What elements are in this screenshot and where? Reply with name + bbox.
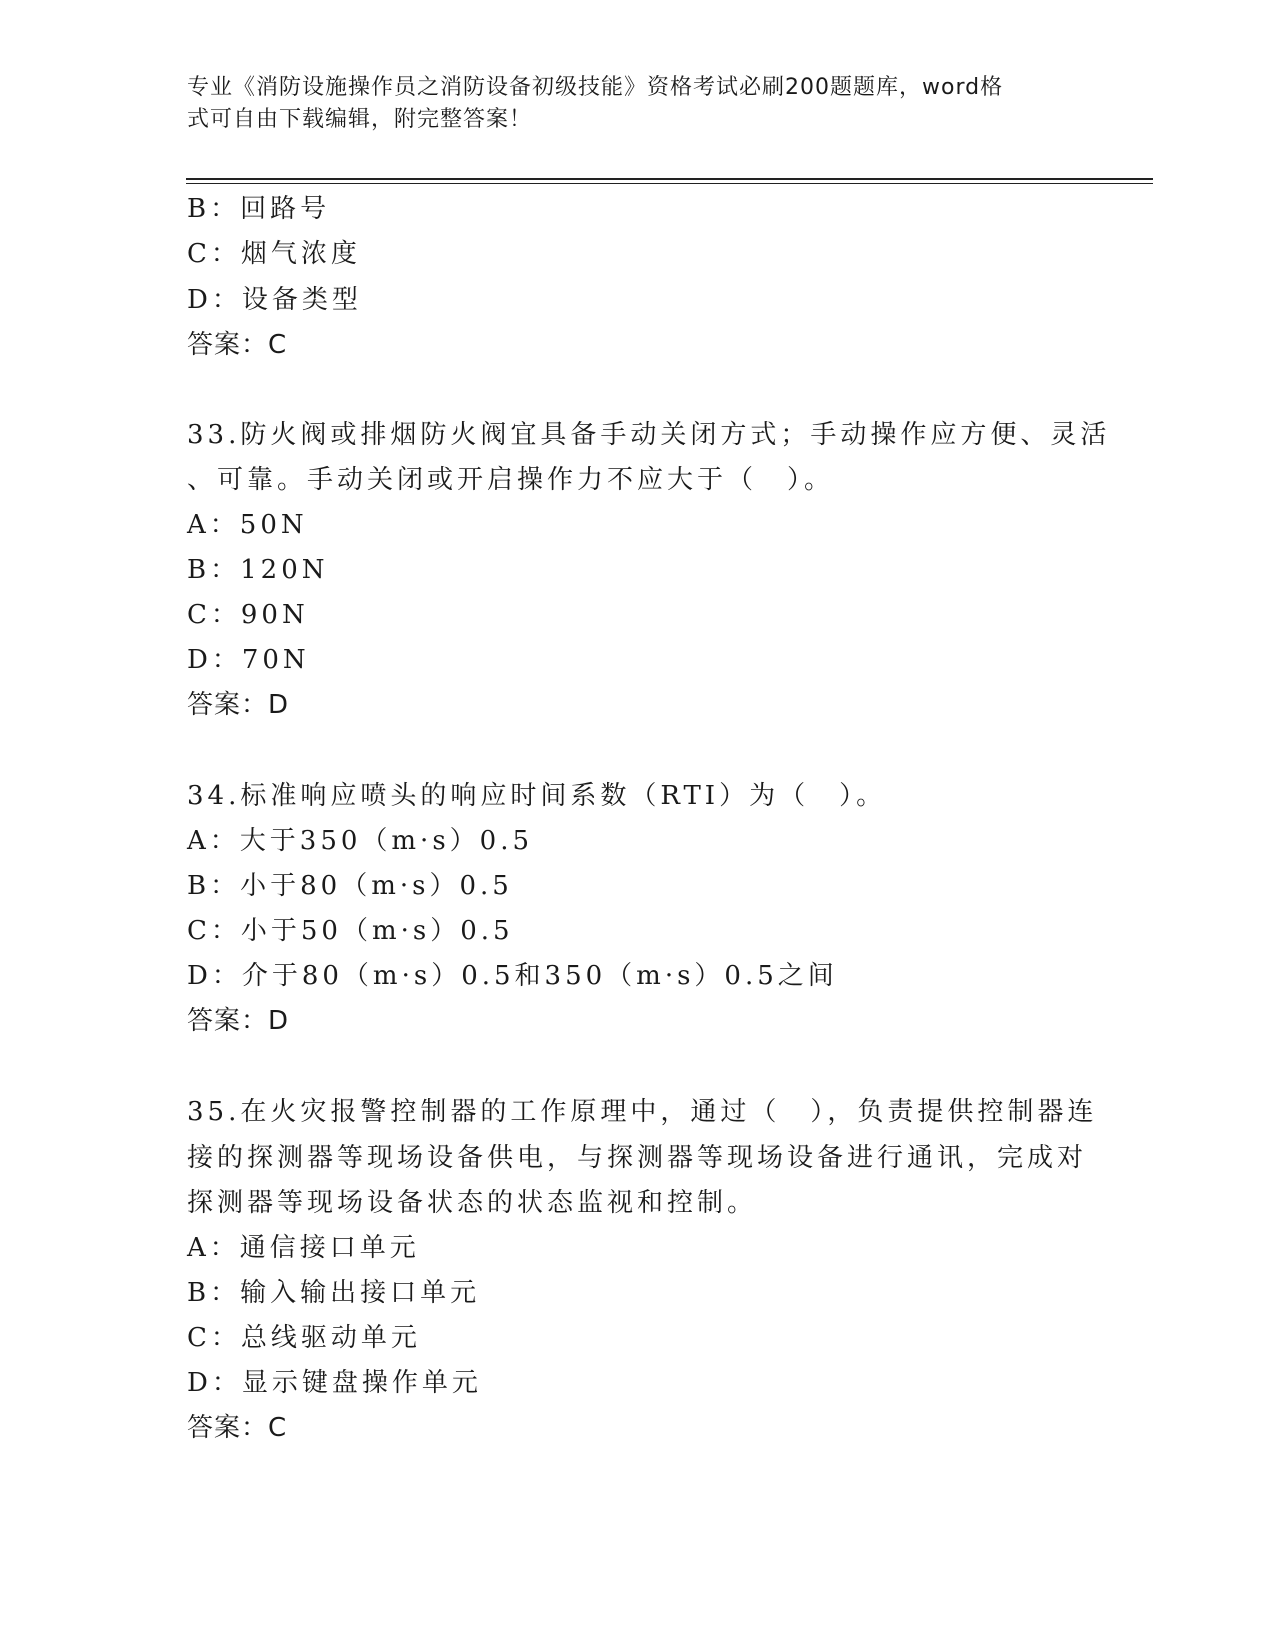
header-rule-thin — [186, 183, 1153, 184]
q32-option-b: B：回路号 — [187, 194, 331, 224]
q32-option-c: C：烟气浓度 — [187, 239, 361, 269]
header-line-2: 式可自由下载编辑，附完整答案！ — [187, 107, 533, 132]
header-rule-thick — [186, 178, 1153, 180]
q35-stem-line-1: 35.在火灾报警控制器的工作原理中，通过（ ），负责提供控制器连 — [187, 1097, 1098, 1127]
q33-stem-line-2: 、可靠。手动关闭或开启操作力不应大于（ ）。 — [187, 465, 835, 495]
q33-option-a: A：50N — [187, 510, 308, 540]
q33-option-b: B：120N — [187, 555, 329, 585]
q35-answer: 答案：C — [187, 1413, 288, 1443]
q34-option-a: A：大于350（m·s）0.5 — [187, 826, 534, 856]
document-header — [187, 72, 1067, 136]
q33-answer: 答案：D — [187, 690, 290, 720]
q32-answer: 答案：C — [187, 330, 288, 360]
q32-option-d: D：设备类型 — [187, 285, 362, 315]
q34-option-d: D：介于80（m·s）0.5和350（m·s）0.5之间 — [187, 961, 838, 991]
q34-option-b: B：小于80（m·s）0.5 — [187, 871, 513, 901]
header-line-1: 专业《消防设施操作员之消防设备初级技能》资格考试必刷200题题库，word格 — [187, 75, 1004, 100]
q35-option-d: D：显示键盘操作单元 — [187, 1368, 482, 1398]
q33-option-d: D：70N — [187, 645, 310, 675]
q34-stem: 34.标准响应喷头的响应时间系数（RTI）为（ ）。 — [187, 781, 887, 811]
q34-answer: 答案：D — [187, 1006, 290, 1036]
q33-stem-line-1: 33.防火阀或排烟防火阀宜具备手动关闭方式；手动操作应方便、灵活 — [187, 420, 1111, 450]
q35-stem-line-2: 接的探测器等现场设备供电，与探测器等现场设备进行通讯，完成对 — [187, 1143, 1088, 1173]
q33-option-c: C：90N — [187, 600, 309, 630]
q34-option-c: C：小于50（m·s）0.5 — [187, 916, 514, 946]
q35-option-c: C：总线驱动单元 — [187, 1323, 421, 1353]
q35-stem-line-3: 探测器等现场设备状态的状态监视和控制。 — [187, 1188, 758, 1218]
q35-option-a: A：通信接口单元 — [187, 1233, 420, 1263]
q35-option-b: B：输入输出接口单元 — [187, 1278, 481, 1308]
